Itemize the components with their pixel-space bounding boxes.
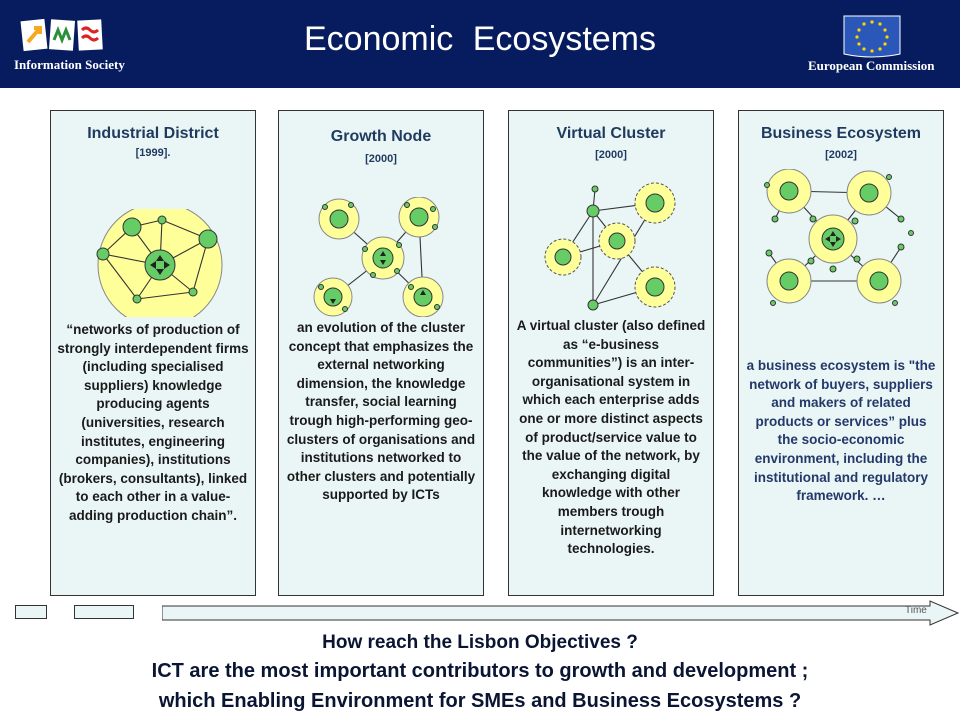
footer-line-3: which Enabling Environment for SMEs and Business Ecosystems ? (158, 690, 802, 712)
panel-text: “networks of production of strongly interdependent firms (including specialised suppliers) knowledge producing agents (universities, research institutes, engineering companies), institutions (brokers, consultants), linked to each other in a value-adding production chain”. (57, 322, 249, 523)
page-title: Economic Ecosystems (304, 20, 656, 58)
virtual-cluster-diagram (537, 177, 687, 313)
footer-line-2: ICT are the most important contributors to growth and development ; (151, 660, 809, 682)
panel-growth-node (278, 110, 484, 596)
panel-year: [1999]. (135, 147, 171, 159)
logo-right-text: European Commission (808, 58, 935, 73)
panel-industrial-district (50, 110, 256, 596)
panel-text: an evolution of the cluster concept that emphasizes the external networking dimension, the knowledge transfer, social learning trough high-performing geo-clusters of organisations and institutions networked to other clusters and potentially supported by ICTs (286, 320, 476, 503)
timeline-box-2 (74, 605, 134, 619)
industrial-district-diagram (95, 209, 225, 317)
timeline-box-1 (15, 605, 47, 619)
panel-virtual-cluster (508, 110, 714, 596)
panel-text: a business ecosystem is "the network of buyers, suppliers and makers of related products or services” plus the socio-economic environment, including the institutional and regulatory framework. … (746, 358, 936, 504)
panel-title: Business Ecosystem (760, 125, 922, 142)
panel-text: A virtual cluster (also defined as “e-business communities”) is an inter-organisational system in which each enterprise adds one or more distinct aspects of product/service value to the value of the network, by exchanging digital knowledge with other members trough internetworking technologies. (516, 318, 706, 557)
panel-title: Virtual Cluster (556, 125, 666, 142)
panel-year: [2000] (595, 149, 627, 161)
timeline-arrow (162, 600, 960, 626)
panel-title: Growth Node (330, 128, 432, 145)
header-bar (0, 0, 960, 88)
timeline-label: Time (905, 605, 927, 616)
business-ecosystem-diagram (761, 169, 923, 313)
panel-business-ecosystem (738, 110, 944, 596)
footer-line-1: How reach the Lisbon Objectives ? (322, 632, 638, 653)
logo-left-text: Information Society (14, 57, 125, 72)
panel-title: Industrial District (87, 125, 219, 142)
growth-node-diagram (313, 197, 453, 317)
panel-year: [2002] (825, 149, 857, 161)
panel-year: [2000] (365, 153, 397, 165)
